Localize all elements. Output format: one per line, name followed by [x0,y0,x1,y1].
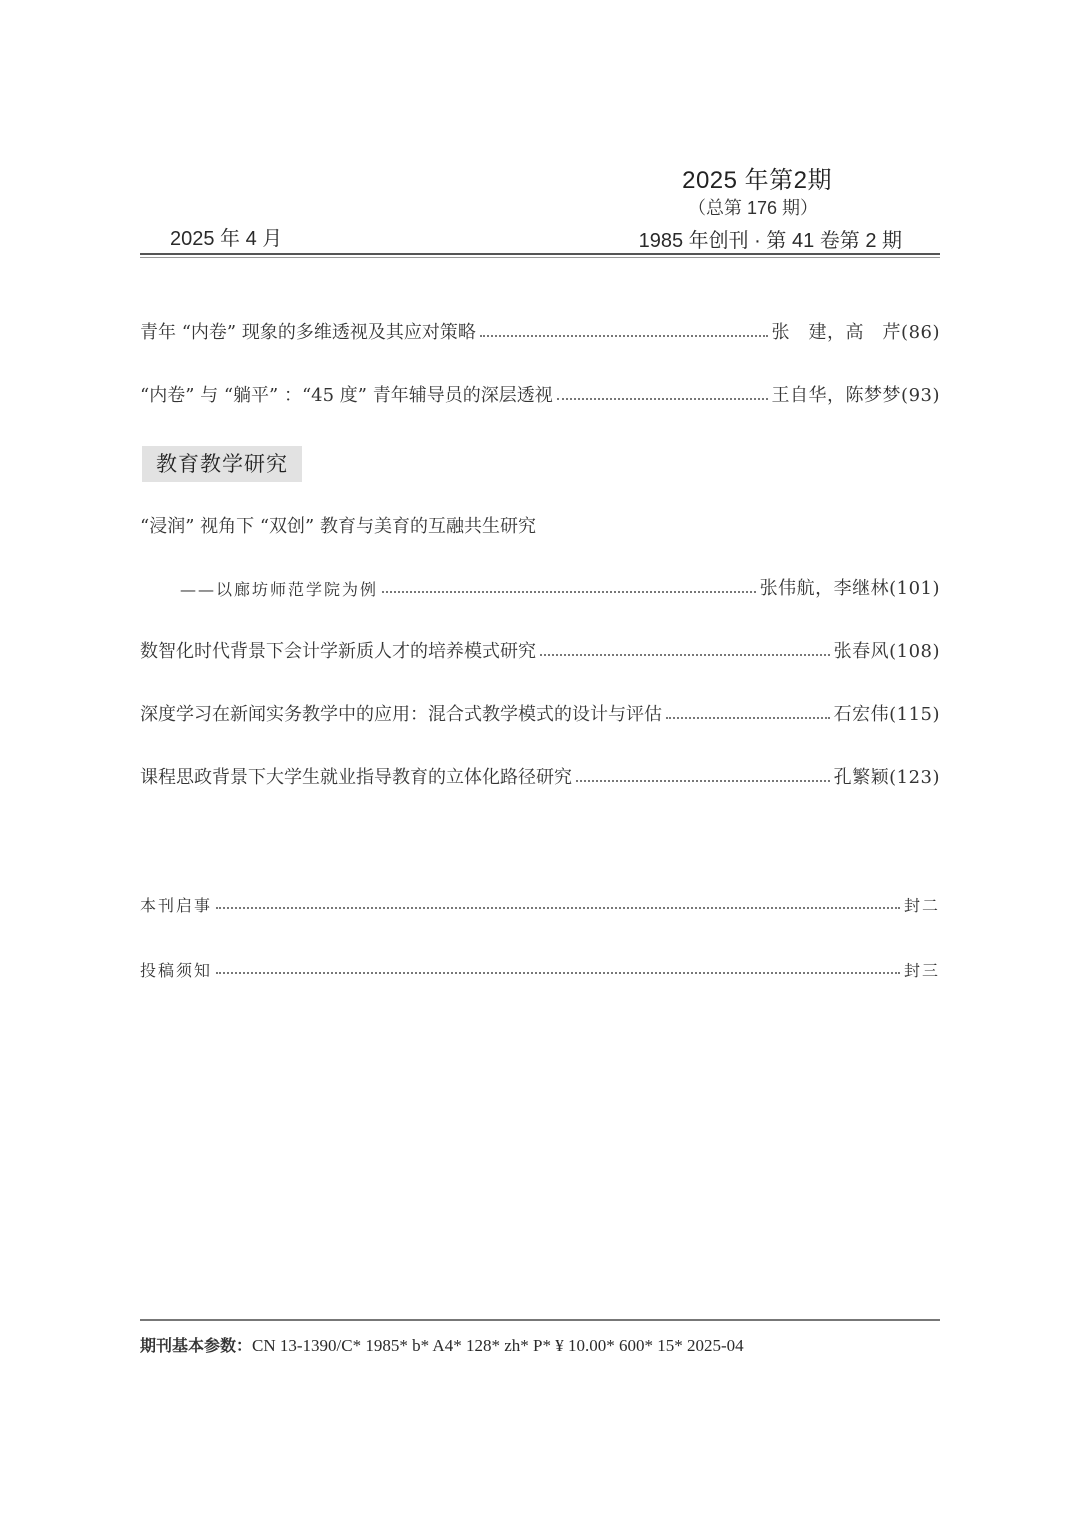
toc-entry[interactable] [140,318,940,344]
issue-title: 2025 年第2期 [682,167,832,194]
notice-title: 投稿须知 [140,961,213,980]
notice-location: 封三 [903,961,940,980]
toc-entry-title: 数智化时代背景下会计学新质人才的培养模式研究 [140,641,536,662]
founded-volume-info: 1985 年创刊 · 第 41 卷第 2 期 [638,230,902,252]
dot-leader [216,906,900,909]
toc-entry-author-page: 张春风(108) [833,641,940,662]
toc-entry-title: 青年 “内卷” 现象的多维透视及其应对策略 [140,322,476,343]
journal-parameters [140,1333,744,1356]
dot-leader [216,971,900,974]
toc-entry[interactable] [140,763,940,789]
toc-entry[interactable] [140,637,940,663]
toc-entry-author-page: 张伟航，李继林(101) [759,578,940,599]
notice-entry[interactable] [140,955,940,981]
dot-leader [382,590,756,593]
journal-toc-page [140,0,940,1515]
footer-rule [140,1319,940,1321]
dot-leader [480,334,768,337]
dot-leader [576,779,830,782]
toc-entry-title: 深度学习在新闻实务教学中的应用：混合式教学模式的设计与评估 [140,704,662,725]
publication-date: 2025 年 4 月 [170,228,283,250]
toc-entry[interactable] [140,381,940,407]
parameters-label: 期刊基本参数： [140,1336,253,1355]
toc-entry[interactable] [140,700,940,726]
toc-entry[interactable] [140,574,940,600]
dot-leader [540,653,830,656]
dot-leader [666,716,830,719]
parameters-value: CN 13-1390/C* 1985* b* A4* 128* zh* P* ¥ 10.00* 600* 15* 2025-04 [252,1336,744,1355]
notice-entry[interactable] [140,890,940,916]
dot-leader [557,397,768,400]
toc-entry-title: 课程思政背景下大学生就业指导教育的立体化路径研究 [140,767,572,788]
toc-entry-author-page: 孔繁颖(123) [833,767,940,788]
notice-location: 封二 [903,896,940,915]
header-rule [140,253,940,255]
toc-entry-title: “内卷” 与 “躺平” ：“45 度” 青年辅导员的深层透视 [140,385,553,406]
notice-title: 本刊启事 [140,896,213,915]
toc-entry-author-page: 王自华，陈梦梦(93) [771,385,940,406]
section-heading: 教育教学研究 [142,446,302,482]
issue-total-number: （总第 176 期） [687,198,818,218]
toc-entry-author-page: 石宏伟(115) [833,704,940,725]
toc-entry-subtitle: ——以廊坊师范学院为例 [180,580,379,599]
toc-entry-author-page: 张 建，高 芹(86) [771,322,940,343]
toc-entry-title[interactable]: “浸润” 视角下 “双创” 教育与美育的互融共生研究 [140,516,536,537]
header-rule-thin [140,257,940,258]
